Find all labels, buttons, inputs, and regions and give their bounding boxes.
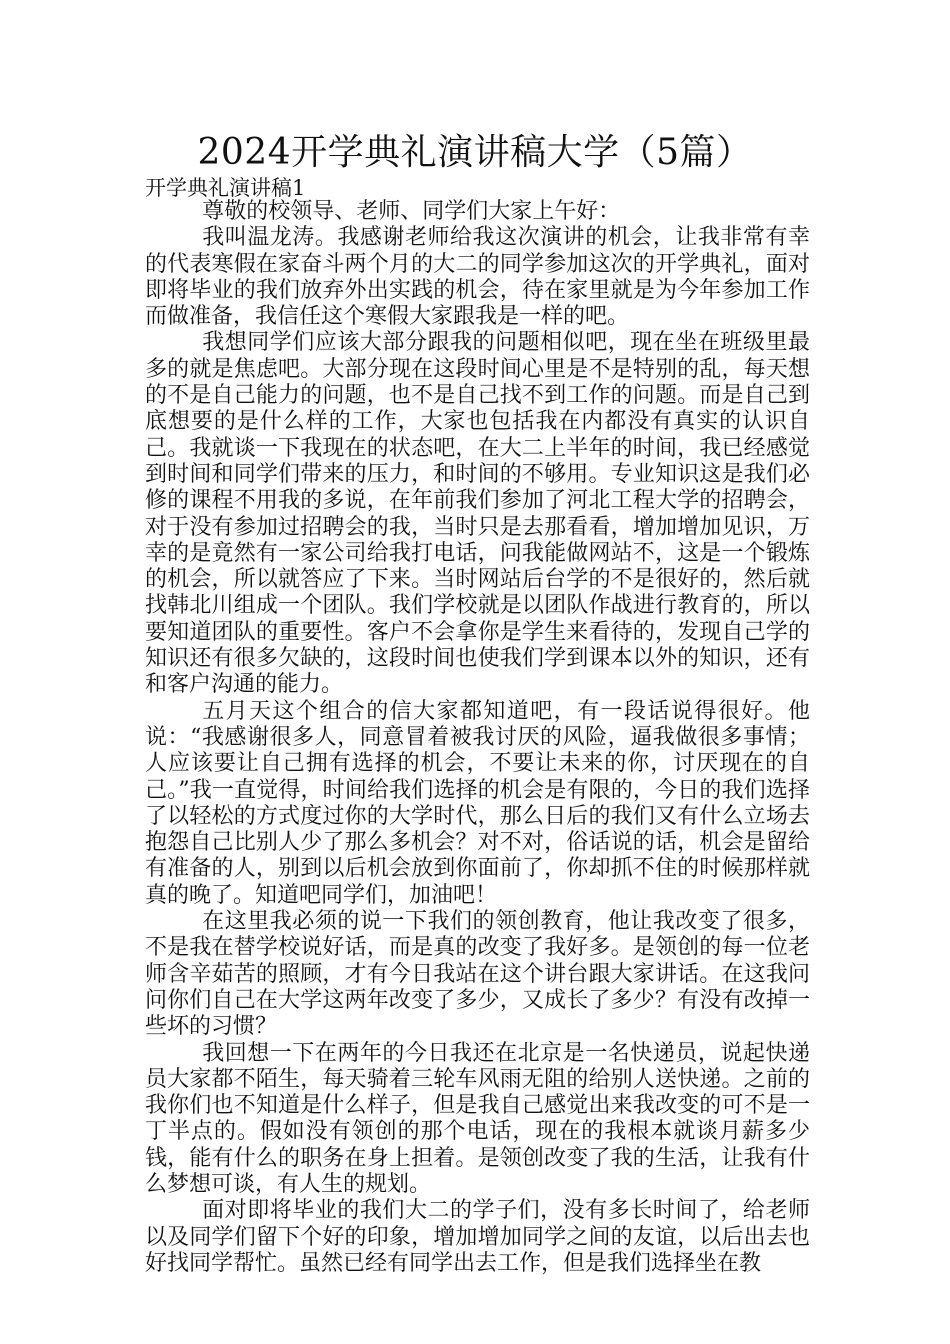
paragraph: 我叫温龙涛。我感谢老师给我这次演讲的机会，让我非常有幸的代表寒假在家奋斗两个月的大二的同学参加这次的开学典礼，面对即将毕业的我们放弃外出实践的机会，待在家里就是为今年参加工作而做准备，我信任这个寒假大家跟我是一样的吧。 <box>145 225 810 330</box>
section-heading: 开学典礼演讲稿1 <box>145 176 306 200</box>
paragraph: 五月天这个组合的信大家都知道吧，有一段话说得很好。他说：“我感谢很多人，同意冒着被我讨厌的风险，逼我做很多事情；人应该要让自己拥有选择的机会，不要让未来的你，讨厌现在的自己。”我一直觉得，时间给我们选择的机会是有限的，今日的我们选择了以轻松的方式度过你的大学时代，那么日后的我们又有什么立场去抱怨自己比别人少了那么多机会？对不对，俗话说的话，机会是留给有准备的人，别到以后机会放到你面前了，你却抓不住的时候那样就真的晚了。知道吧同学们，加油吧！ <box>145 698 810 908</box>
document-title: 2024开学典礼演讲稿大学（5篇） <box>197 132 753 173</box>
paragraph: 在这里我必须的说一下我们的领创教育，他让我改变了很多，不是我在替学校说好话，而是真的改变了我好多。是领创的每一位老师含辛茹苦的照顾，才有今日我站在这个讲台跟大家讲话。在这我问问你们自己在大学这两年改变了多少，又成长了多少？有没有改掉一些坏的习惯？ <box>145 909 810 1040</box>
paragraph: 面对即将毕业的我们大二的学子们，没有多长时间了，给老师以及同学们留下个好的印象，增加增加同学之间的友谊，以后出去也好找同学帮忙。虽然已经有同学出去工作，但是我们选择坐在教 <box>145 1198 810 1276</box>
paragraph: 我想同学们应该大部分跟我的问题相似吧，现在坐在班级里最多的就是焦虑吧。大部分现在这段时间心里是不是特别的乱，每天想的不是自己能力的问题，也不是自己找不到工作的问题。而是自己到底想要的是什么样的工作，大家也包括我在内都没有真实的认识自己。我就谈一下我现在的状态吧，在大二上半年的时间，我已经感觉到时间和同学们带来的压力，和时间的不够用。专业知识这是我们必修的课程不用我的多说，在年前我们参加了河北工程大学的招聘会，对于没有参加过招聘会的我，当时只是去那看看，增加增加见识，万幸的是竟然有一家公司给我打电话，问我能做网站不，这是一个锻炼的机会，所以就答应了下来。当时网站后台学的不是很好的，然后就找韩北川组成一个团队。我们学校就是以团队作战进行教育的，所以要知道团队的重要性。客户不会拿你是学生来看待的，发现自己学的知识还有很多欠缺的，这段时间也使我们学到课本以外的知识，还有和客户沟通的能力。 <box>145 330 810 698</box>
paragraph: 我回想一下在两年的今日我还在北京是一名快递员，说起快递员大家都不陌生，每天骑着三轮车风雨无阻的给别人送快递。之前的我你们也不知道是什么样子，但是我自己感觉出来我改变的可不是一丁半点的。假如没有领创的那个电话，现在的我根本就谈月薪多少钱，能有什么的职务在身上担着。是领创改变了我的生活，让我有什么梦想可谈，有人生的规划。 <box>145 1040 810 1197</box>
paragraph-salutation: 尊敬的校领导、老师、同学们大家上午好： <box>202 199 621 224</box>
document-body <box>145 199 810 1277</box>
